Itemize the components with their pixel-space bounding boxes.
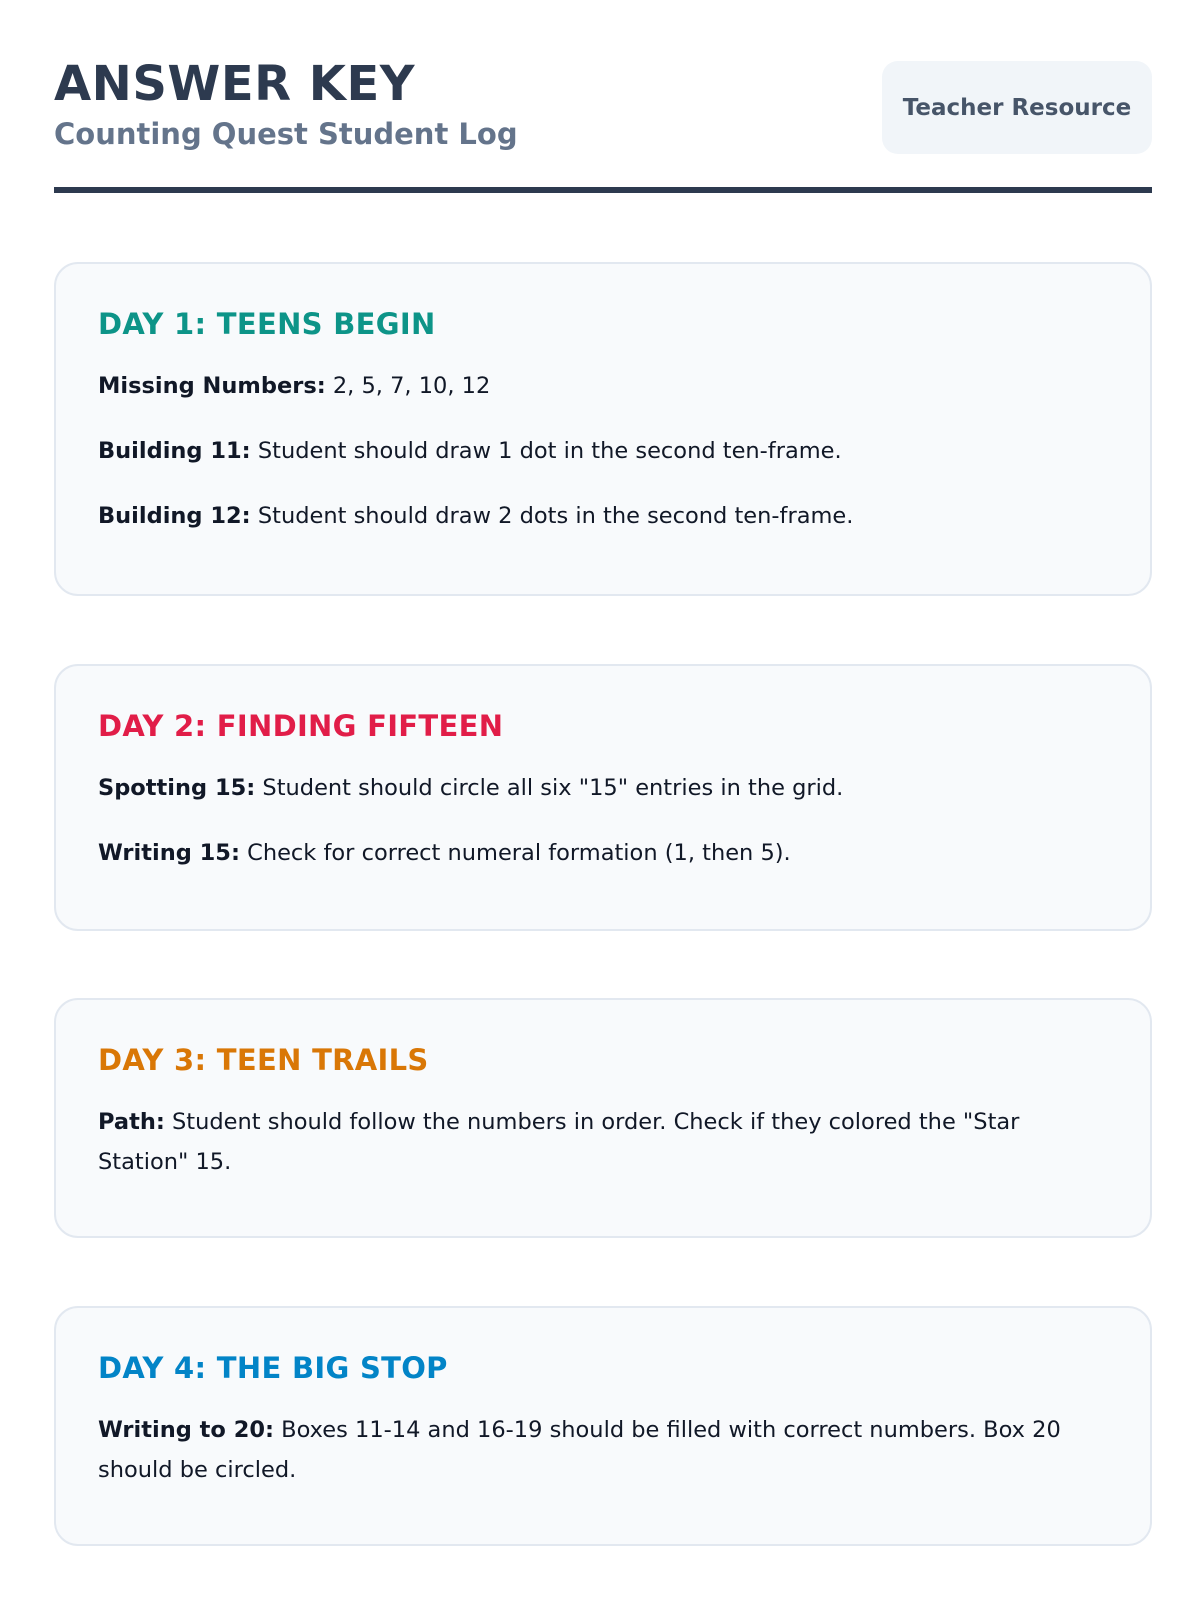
day-3-card (54, 998, 1152, 1238)
page-header (54, 0, 1152, 195)
day-4-heading: DAY 4: THE BIG STOP (98, 1351, 448, 1385)
item-label: Missing Numbers: (98, 373, 326, 399)
day-3-heading: DAY 3: TEEN TRAILS (98, 1043, 429, 1077)
item-text: Student should follow the numbers in order. Check if they colored the "Star Station" 15. (98, 1109, 1020, 1175)
item-label: Building 12: (98, 503, 251, 529)
day-3-item (98, 1102, 1108, 1182)
item-text: 2, 5, 7, 10, 12 (325, 373, 491, 399)
day-1-item (98, 366, 1108, 406)
page-title: ANSWER KEY (54, 56, 416, 112)
item-label: Writing 15: (98, 840, 240, 866)
day-1-item (98, 496, 1108, 536)
day-2-card (54, 664, 1152, 931)
day-1-heading: DAY 1: TEENS BEGIN (98, 307, 436, 341)
day-1-card (54, 262, 1152, 596)
answer-key-page (54, 0, 1152, 1483)
header-divider (54, 187, 1152, 193)
item-label: Path: (98, 1109, 165, 1135)
item-text: Boxes 11-14 and 16-19 should be filled with correct numbers. Box 20 should be circled. (98, 1417, 1061, 1483)
day-1-item (98, 431, 1108, 471)
day-4-item (98, 1410, 1108, 1490)
page-subtitle: Counting Quest Student Log (54, 117, 518, 151)
item-text: Student should draw 2 dots in the second ten-frame. (250, 503, 854, 529)
item-text: Student should draw 1 dot in the second ten-frame. (250, 438, 842, 464)
item-label: Building 11: (98, 438, 251, 464)
item-label: Writing to 20: (98, 1417, 275, 1443)
day-2-heading: DAY 2: FINDING FIFTEEN (98, 709, 504, 743)
day-2-item (98, 833, 1108, 873)
item-label: Spotting 15: (98, 775, 256, 801)
item-text: Student should circle all six "15" entries in the grid. (255, 775, 844, 801)
day-2-item (98, 768, 1108, 808)
item-text: Check for correct numeral formation (1, then 5). (239, 840, 791, 866)
day-4-card (54, 1306, 1152, 1546)
teacher-resource-badge: Teacher Resource (882, 61, 1152, 154)
